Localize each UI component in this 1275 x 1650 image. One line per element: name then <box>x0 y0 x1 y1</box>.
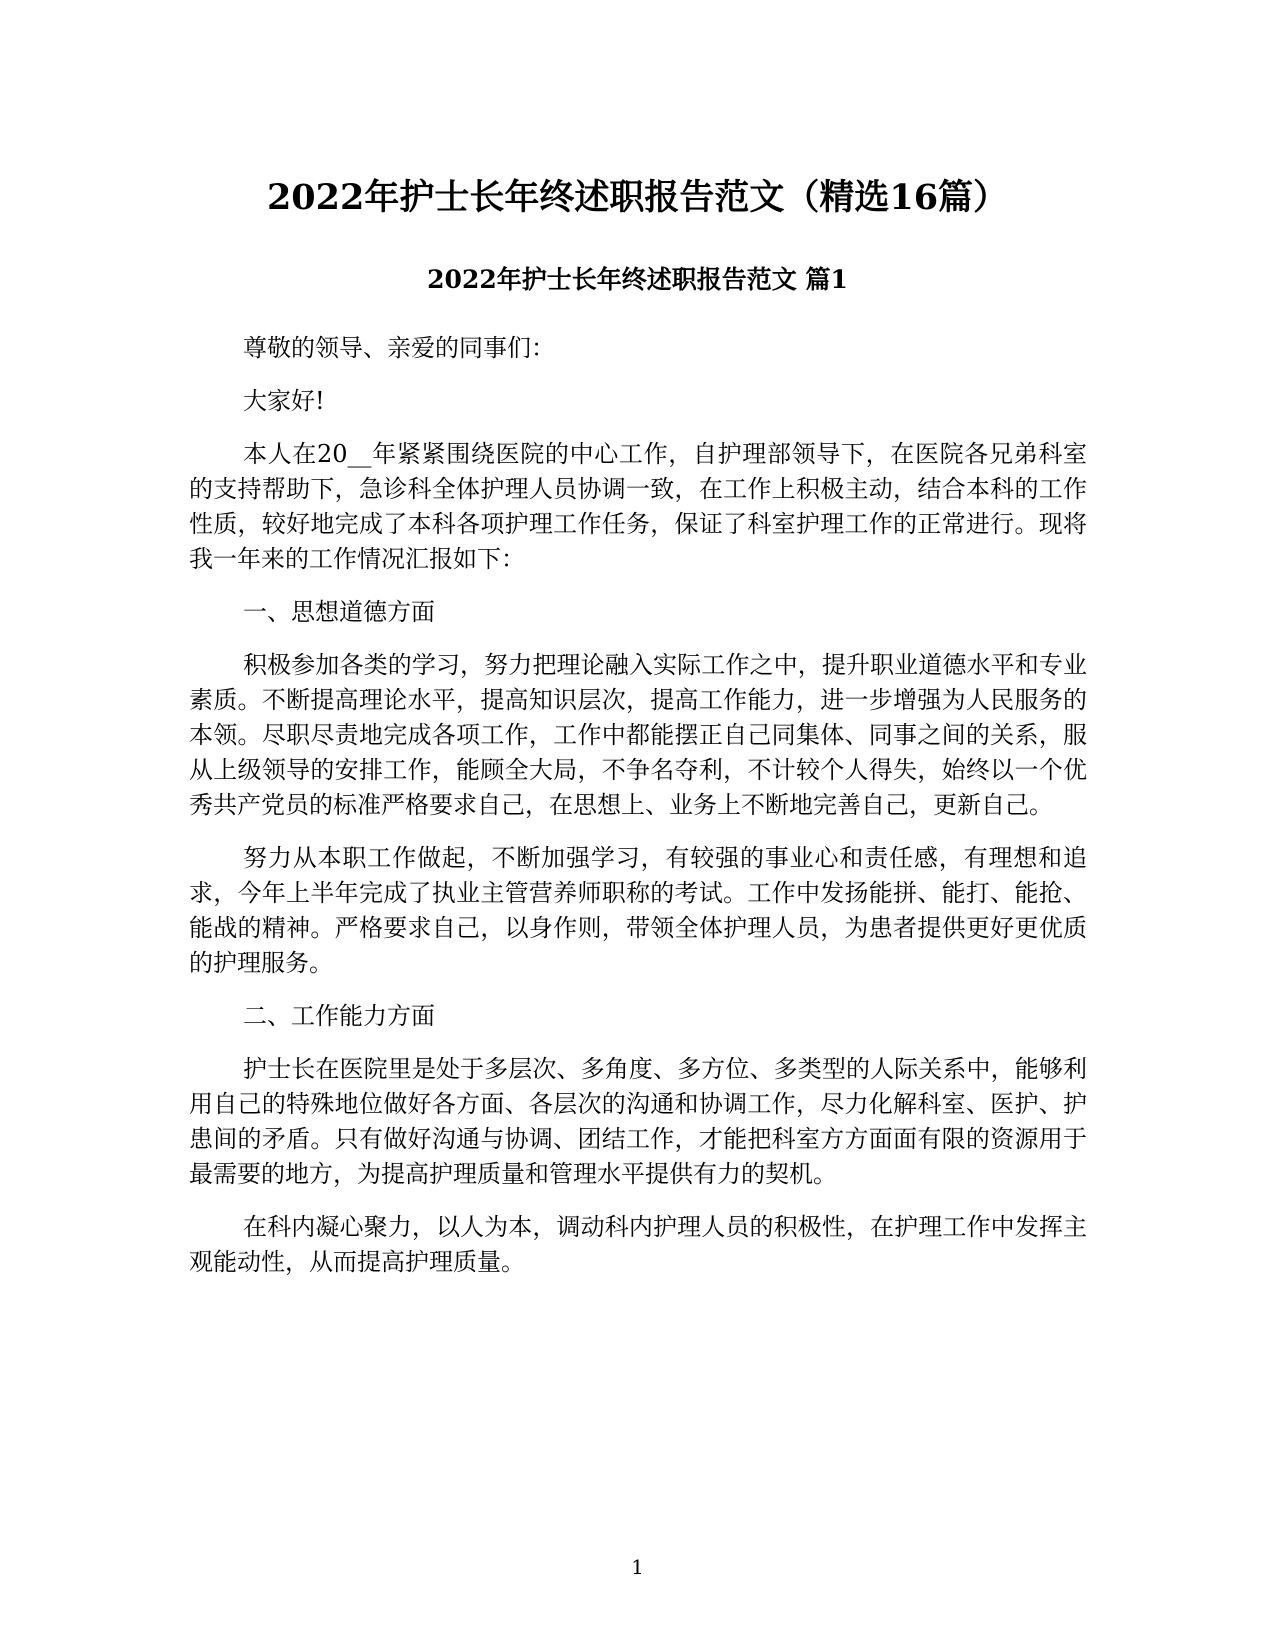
paragraph-ideology-1: 积极参加各类的学习，努力把理论融入实际工作之中，提升职业道德水平和专业素质。不断提高理论水平，提高知识层次，提高工作能力，进一步增强为人民服务的本领。尽职尽责地完成各项工作，工作中都能摆正自己同集体、同事之间的关系，服从上级领导的安排工作，能顾全大局，不争名夺利，不计较个人得失，始终以一个优秀共产党员的标准严格要求自己，在思想上、业务上不断地完善自己，更新自己。 <box>189 651 1087 819</box>
paragraph-salutation: 尊敬的领导、亲爱的同事们： <box>243 334 555 362</box>
paragraph-ability-2: 在科内凝心聚力，以人为本，调动科内护理人员的积极性，在护理工作中发挥主观能动性，从而提高护理质量。 <box>189 1213 1087 1276</box>
page-number: 1 <box>631 1555 644 1579</box>
paragraph-intro: 本人在20__年紧紧围绕医院的中心工作，自护理部领导下，在医院各兄弟科室的支持帮助下，急诊科全体护理人员协调一致，在工作上积极主动，结合本科的工作性质，较好地完成了本科各项护理工作任务，保证了科室护理工作的正常进行。现将我一年来的工作情况汇报如下： <box>189 440 1087 573</box>
paragraph-greeting: 大家好! <box>243 387 325 415</box>
paragraph-ability-1: 护士长在医院里是处于多层次、多角度、多方位、多类型的人际关系中，能够利用自己的特殊地位做好各方面、各层次的沟通和协调工作，尽力化解科室、医护、护患间的矛盾。只有做好沟通与协调、团结工作，才能把科室方方面面有限的资源用于最需要的地方，为提高护理质量和管理水平提供有力的契机。 <box>189 1055 1087 1188</box>
document-title: 2022年护士长年终述职报告范文（精选16篇） <box>266 177 1009 218</box>
document-body <box>189 331 1087 1298</box>
section-title: 2022年护士长年终述职报告范文 篇1 <box>427 265 848 294</box>
heading-work-ability: 二、工作能力方面 <box>243 1002 435 1030</box>
heading-ideology-morality: 一、思想道德方面 <box>243 598 435 626</box>
paragraph-ideology-2: 努力从本职工作做起，不断加强学习，有较强的事业心和责任感，有理想和追求，今年上半年完成了执业主管营养师职称的考试。工作中发扬能拼、能打、能抢、能战的精神。严格要求自己，以身作则，带领全体护理人员，为患者提供更好更优质的护理服务。 <box>189 844 1087 977</box>
